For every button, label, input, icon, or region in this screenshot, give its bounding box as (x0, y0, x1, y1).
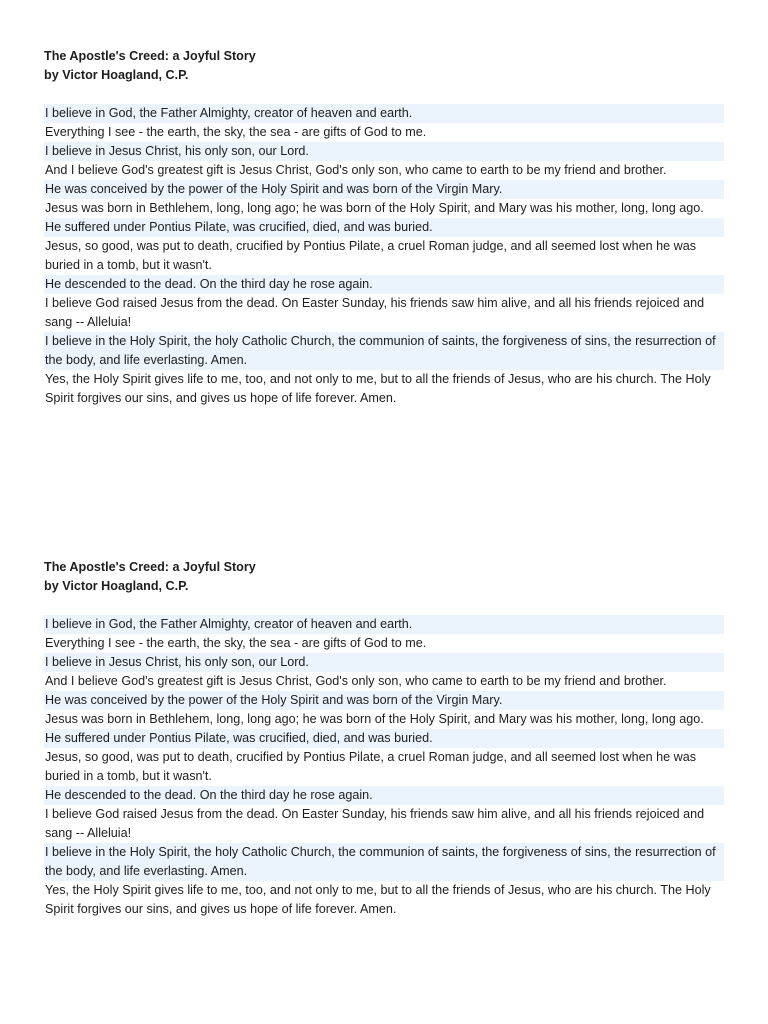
creed-explanation-line: I believe God raised Jesus from the dead. On Easter Sunday, his friends saw him alive, and all his friends rejoiced and sang -- Alleluia! (45, 807, 705, 840)
creed-article-line: I believe in Jesus Christ, his only son, our Lord. (44, 142, 724, 161)
creed-article-line: He was conceived by the power of the Holy Spirit and was born of the Virgin Mary. (44, 691, 724, 710)
creed-article-line: I believe in Jesus Christ, his only son, our Lord. (44, 653, 724, 672)
creed-explanation-line: Yes, the Holy Spirit gives life to me, too, and not only to me, but to all the friends of Jesus, who are his church. The Holy Spirit forgives our sins, and gives us hope of life forever. Amen. (45, 372, 711, 405)
creed-explanation-line: Everything I see - the earth, the sky, the sea - are gifts of God to me. (45, 636, 427, 650)
creed-explanation-line: Jesus was born in Bethlehem, long, long ago; he was born of the Holy Spirit, and Mary was his mother, long, long ago. (45, 712, 704, 726)
creed-explanation-line: Everything I see - the earth, the sky, the sea - are gifts of God to me. (45, 125, 427, 139)
creed-explanation-line: Yes, the Holy Spirit gives life to me, too, and not only to me, but to all the friends of Jesus, who are his church. The Holy Spirit forgives our sins, and gives us hope of life forever. Amen. (45, 883, 711, 916)
creed-explanation-line: Jesus, so good, was put to death, crucified by Pontius Pilate, a cruel Roman judge, and all seemed lost when he was buried in a tomb, but it wasn't. (45, 750, 697, 783)
creed-explanation-line: And I believe God's greatest gift is Jesus Christ, God's only son, who came to earth to be my friend and brother. (45, 674, 667, 688)
document-author: by Victor Hoagland, C.P. (44, 579, 189, 593)
creed-article-line: I believe in the Holy Spirit, the holy Catholic Church, the communion of saints, the forgiveness of sins, the resurrection of the body, and life everlasting. Amen. (44, 332, 724, 370)
creed-article-line: I believe in God, the Father Almighty, creator of heaven and earth. (44, 104, 724, 123)
document-author: by Victor Hoagland, C.P. (44, 68, 189, 82)
creed-article-line: He was conceived by the power of the Holy Spirit and was born of the Virgin Mary. (44, 180, 724, 199)
spacer (44, 85, 724, 104)
document-title: The Apostle's Creed: a Joyful Story (44, 560, 256, 574)
document-title: The Apostle's Creed: a Joyful Story (44, 49, 256, 63)
creed-article-line: I believe in God, the Father Almighty, creator of heaven and earth. (44, 615, 724, 634)
creed-lines (44, 615, 724, 919)
creed-explanation-line: Jesus was born in Bethlehem, long, long ago; he was born of the Holy Spirit, and Mary was his mother, long, long ago. (45, 201, 704, 215)
creed-explanation-line: And I believe God's greatest gift is Jesus Christ, God's only son, who came to earth to be my friend and brother. (45, 163, 667, 177)
creed-explanation-line: Jesus, so good, was put to death, crucified by Pontius Pilate, a cruel Roman judge, and all seemed lost when he was buried in a tomb, but it wasn't. (45, 239, 697, 272)
creed-explanation-line: I believe God raised Jesus from the dead. On Easter Sunday, his friends saw him alive, and all his friends rejoiced and sang -- Alleluia! (45, 296, 705, 329)
creed-block-2 (44, 558, 724, 919)
creed-article-line: He descended to the dead. On the third day he rose again. (44, 786, 724, 805)
creed-article-line: He suffered under Pontius Pilate, was crucified, died, and was buried. (44, 218, 724, 237)
creed-article-line: He suffered under Pontius Pilate, was crucified, died, and was buried. (44, 729, 724, 748)
creed-lines (44, 104, 724, 408)
creed-block-1 (44, 47, 724, 408)
creed-article-line: I believe in the Holy Spirit, the holy Catholic Church, the communion of saints, the forgiveness of sins, the resurrection of the body, and life everlasting. Amen. (44, 843, 724, 881)
creed-article-line: He descended to the dead. On the third day he rose again. (44, 275, 724, 294)
spacer (44, 596, 724, 615)
